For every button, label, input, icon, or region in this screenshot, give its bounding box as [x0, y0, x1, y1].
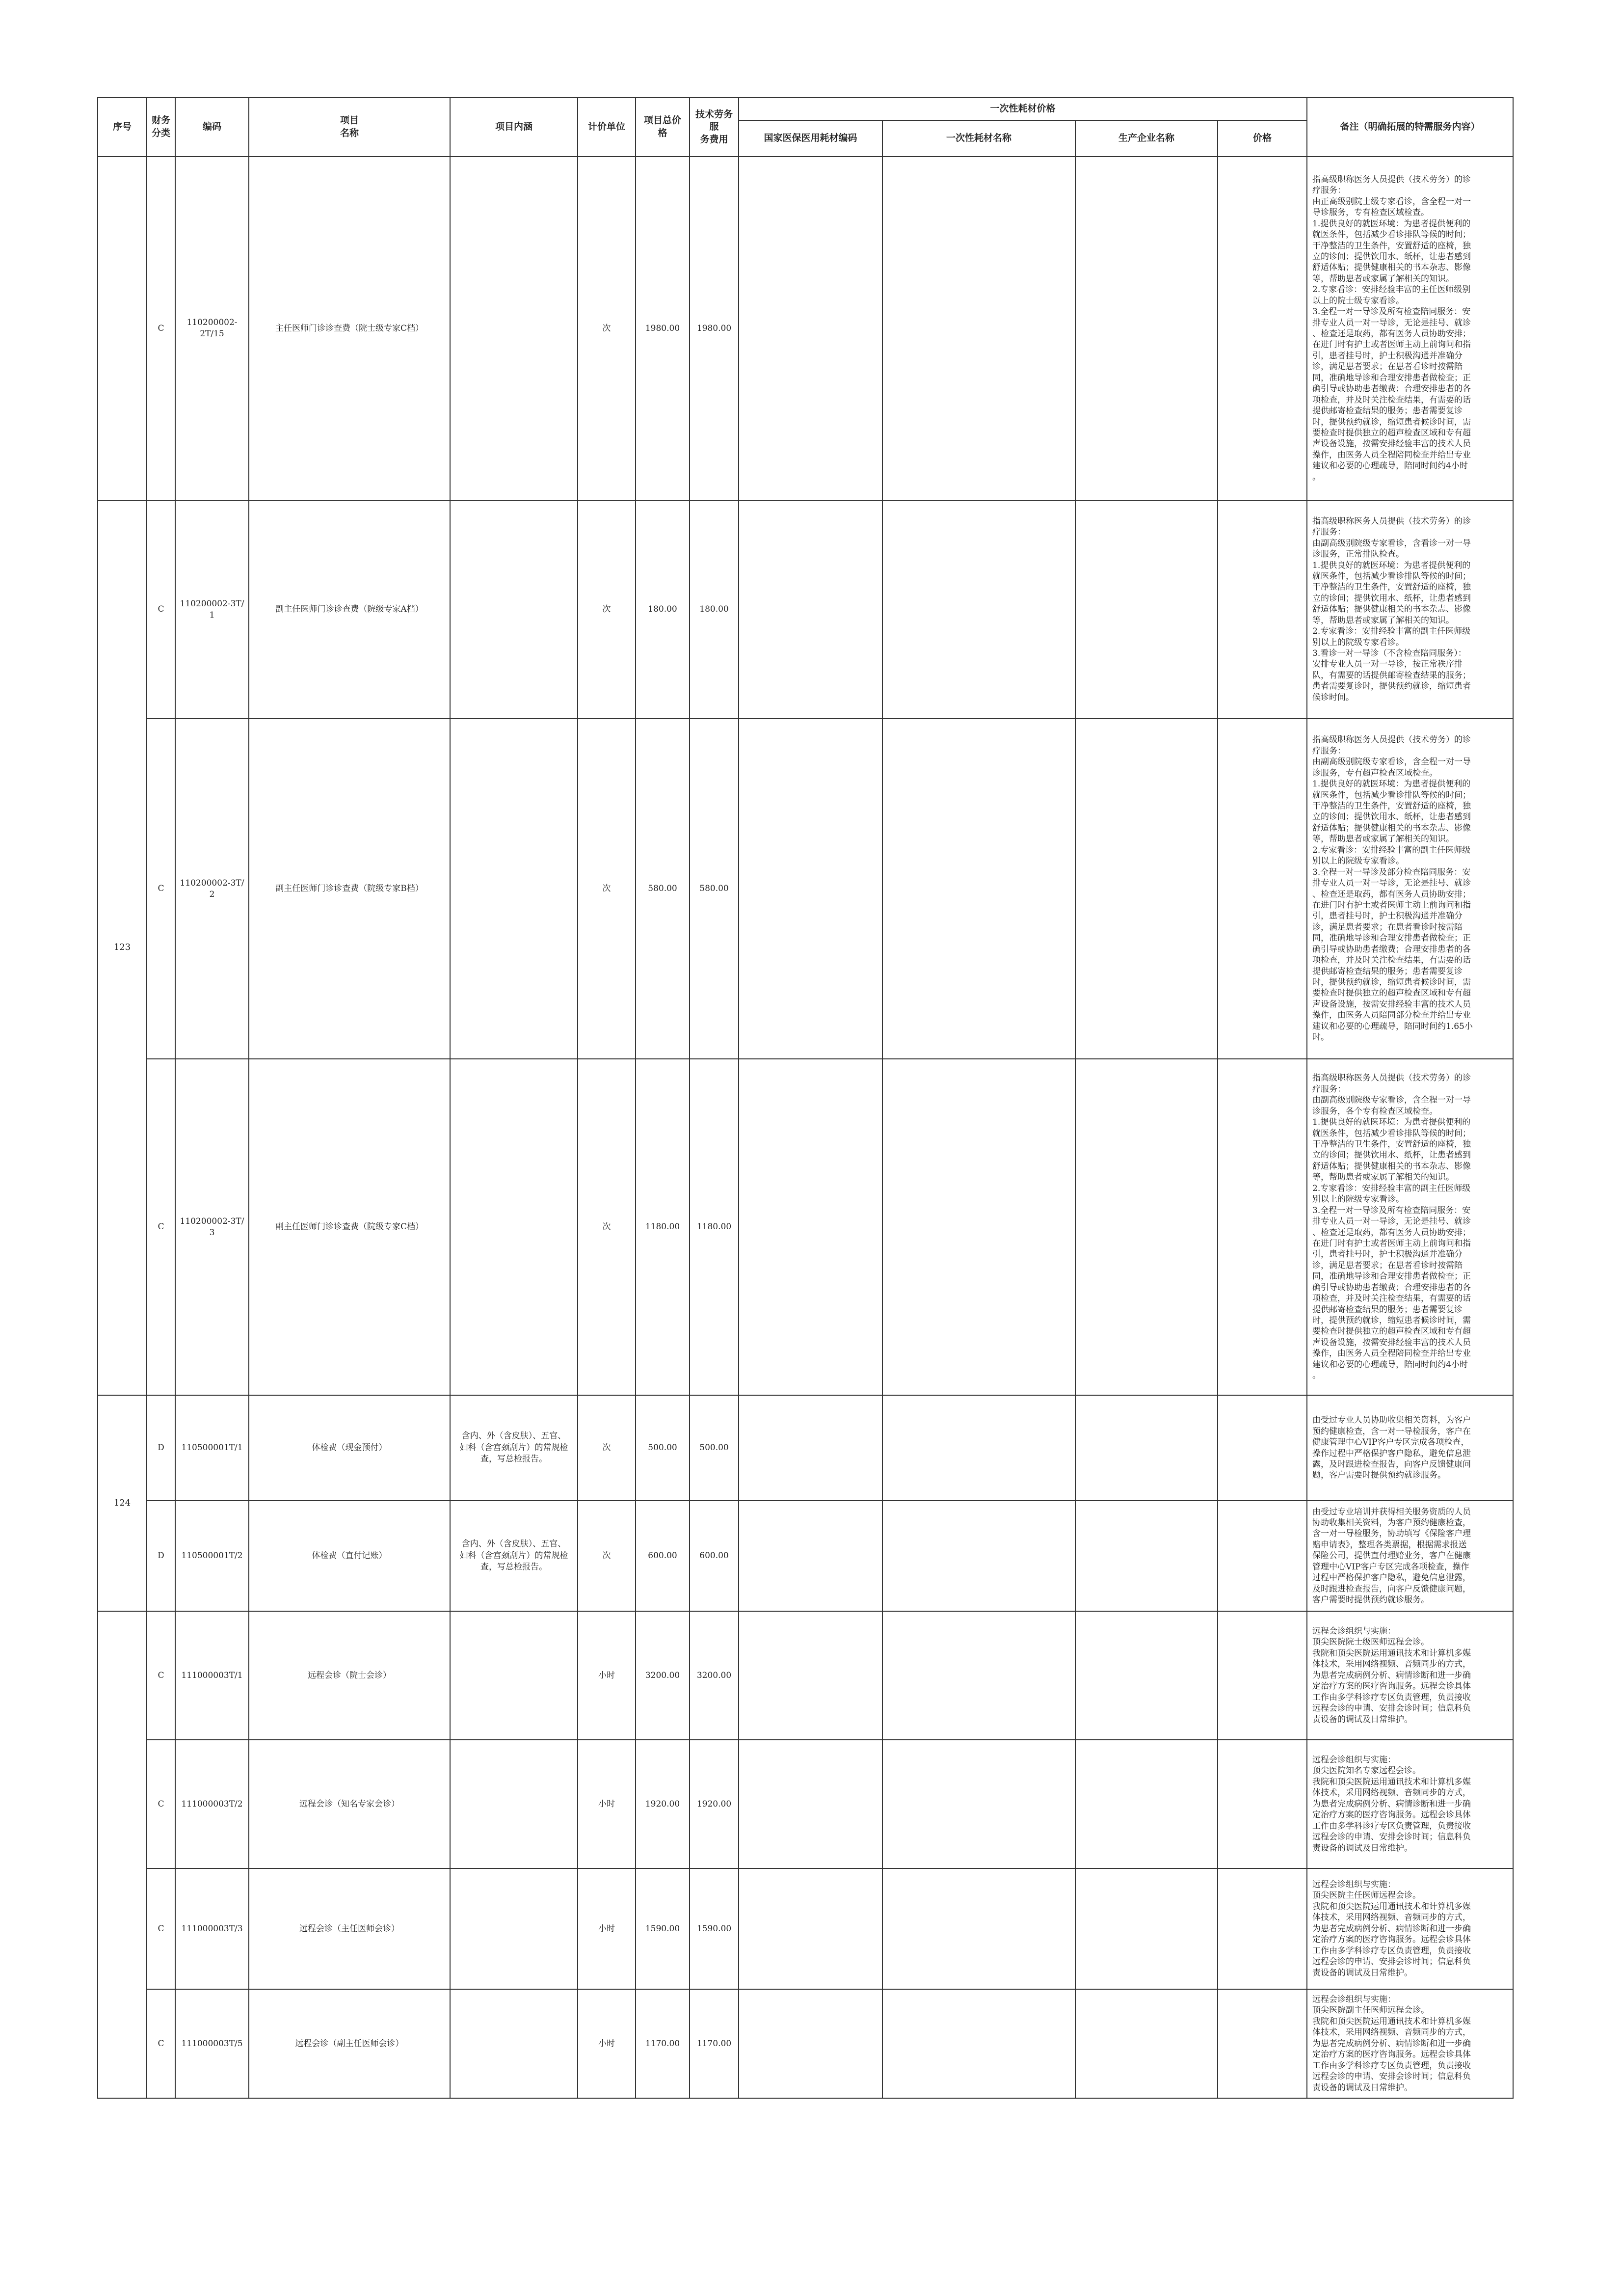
- consumable-price-cell: [1218, 1740, 1307, 1868]
- total-price-cell: 1980.00: [636, 157, 690, 500]
- consumable-price-cell: [1218, 1395, 1307, 1501]
- item-name-cell: 副主任医师门诊诊查费（院级专家A档）: [249, 500, 450, 719]
- unit-cell: 次: [578, 1501, 636, 1611]
- med-code-cell: [739, 1740, 882, 1868]
- med-code-cell: [739, 1989, 882, 2098]
- consumable-name-cell: [882, 719, 1075, 1059]
- header-total: 项目总价 格: [636, 98, 690, 157]
- consumable-price-cell: [1218, 1611, 1307, 1740]
- remark-cell: 指高级职称医务人员提供（技术劳务）的诊 疗服务： 由副高级别院级专家看诊，含全程一对一导 诊服务，专有超声检查区域检查。 1.提供良好的就医环境：为患者提供便利的 就医条件，包括减少看诊排队等候的时间； 干净整洁的卫生条件，安置舒适的座椅，独 立的诊间；提供饮用水、纸杯，让患者感到 舒适体贴；提供健康相关的书本杂志、影像 等，帮助患者或家属了解相关的知识。 2.专家看诊：安排经验丰富的副主任医师级 别以上的院级专家看诊。 3.全程一对一导诊及部分检查陪同服务：安 排专业人员一对一导诊，无论是挂号、就诊 、检查还是取药，都有医务人员协助安排； 在进门时有护士或者医师主动上前询问和指 引，患者挂号时，护士积极沟通并准确分 诊，满足患者要求；在患者看诊时按需陪 同，准确地导诊和合理安排患者做检查；正 确引导或协助患者缴费；合理安排患者的各 项检查，并及时关注检查结果，有需要的话 提供邮寄检查结果的服务；患者需要复诊 时，提供预约就诊，缩短患者候诊时间，需 要检查时提供独立的超声检查区域和专有超 声设备设施，按需安排经验丰富的技术人员 操作，由医务人员陪同部分检查并给出专业 建议和必要的心理疏导，陪同时间约1.65小 时。: [1307, 719, 1513, 1059]
- service-fee-cell: 1920.00: [690, 1740, 739, 1868]
- header-unit: 计价单位: [578, 98, 636, 157]
- fin-cat-cell: D: [147, 1395, 175, 1501]
- item-name-cell: 远程会诊（副主任医师会诊）: [249, 1989, 450, 2098]
- unit-cell: 次: [578, 719, 636, 1059]
- unit-cell: 小时: [578, 1611, 636, 1740]
- table-row: [98, 1501, 1513, 1611]
- code-cell: 110500001T/2: [175, 1501, 249, 1611]
- table-row: [98, 157, 1513, 500]
- seq-cell: 123: [98, 500, 147, 1395]
- code-cell: 111000003T/3: [175, 1868, 249, 1989]
- unit-cell: 次: [578, 1059, 636, 1395]
- header-item-name: 项目 名称: [249, 98, 450, 157]
- fin-cat-cell: C: [147, 1059, 175, 1395]
- service-fee-cell: 580.00: [690, 719, 739, 1059]
- fin-cat-cell: C: [147, 1989, 175, 2098]
- fin-cat-cell: C: [147, 1868, 175, 1989]
- item-name-cell: 体检费（现金预付）: [249, 1395, 450, 1501]
- maker-cell: [1075, 719, 1218, 1059]
- service-fee-cell: 600.00: [690, 1501, 739, 1611]
- header-code: 编码: [175, 98, 249, 157]
- consumable-name-cell: [882, 1059, 1075, 1395]
- item-name-cell: 副主任医师门诊诊查费（院级专家C档）: [249, 1059, 450, 1395]
- seq-cell: [98, 1611, 147, 2098]
- unit-cell: 次: [578, 157, 636, 500]
- content-cell: [450, 1611, 578, 1740]
- content-cell: [450, 719, 578, 1059]
- consumable-name-cell: [882, 1868, 1075, 1989]
- code-cell: 110200002-3T/3: [175, 1059, 249, 1395]
- code-cell: 111000003T/5: [175, 1989, 249, 2098]
- consumable-price-cell: [1218, 1989, 1307, 2098]
- fin-cat-cell: D: [147, 1501, 175, 1611]
- remark-cell: 远程会诊组织与实施： 顶尖医院主任医师远程会诊。 我院和顶尖医院运用通讯技术和计算机多媒 体技术，采用网络视频、音频同步的方式， 为患者完成病例分析、病情诊断和进一步确 定治疗方案的医疗咨询服务。远程会诊具体 工作由多学科诊疗专区负责管理，负责接收 远程会诊的申请、安排会诊时间；信息科负 责设备的调试及日常维护。: [1307, 1868, 1513, 1989]
- consumable-name-cell: [882, 1740, 1075, 1868]
- consumable-name-cell: [882, 500, 1075, 719]
- table-row: [98, 1059, 1513, 1395]
- consumable-price-cell: [1218, 157, 1307, 500]
- fin-cat-cell: C: [147, 719, 175, 1059]
- service-fee-cell: 1170.00: [690, 1989, 739, 2098]
- maker-cell: [1075, 1059, 1218, 1395]
- total-price-cell: 1170.00: [636, 1989, 690, 2098]
- remark-cell: 远程会诊组织与实施： 顶尖医院副主任医师远程会诊。 我院和顶尖医院运用通讯技术和计算机多媒 体技术，采用网络视频、音频同步的方式， 为患者完成病例分析、病情诊断和进一步确 定治疗方案的医疗咨询服务。远程会诊具体 工作由多学科诊疗专区负责管理，负责接收 远程会诊的申请、安排会诊时间；信息科负 责设备的调试及日常维护。: [1307, 1989, 1513, 2098]
- code-cell: 111000003T/1: [175, 1611, 249, 1740]
- med-code-cell: [739, 500, 882, 719]
- service-fee-cell: 3200.00: [690, 1611, 739, 1740]
- code-cell: 110200002-3T/2: [175, 719, 249, 1059]
- maker-cell: [1075, 500, 1218, 719]
- table-row: [98, 1395, 1513, 1501]
- service-fee-cell: 1980.00: [690, 157, 739, 500]
- content-cell: 含内、外（含皮肤）、五官、 妇科（含宫颈刮片）的常规检 查，写总检报告。: [450, 1501, 578, 1611]
- med-code-cell: [739, 1059, 882, 1395]
- remark-cell: 指高级职称医务人员提供（技术劳务）的诊 疗服务： 由副高级别院级专家看诊，含看诊一对一导 诊服务，正常排队检查。 1.提供良好的就医环境：为患者提供便利的 就医条件，包括减少看诊排队等候的时间； 干净整洁的卫生条件，安置舒适的座椅，独 立的诊间；提供饮用水、纸杯，让患者感到 舒适体贴；提供健康相关的书本杂志、影像 等，帮助患者或家属了解相关的知识。 2.专家看诊：安排经验丰富的副主任医师级 别以上的院级专家看诊。 3.看诊一对一导诊（不含检查陪同服务）： 安排专业人员一对一导诊，按正常秩序排 队，有需要的话提供邮寄检查结果的服务； 患者需要复诊时，提供预约就诊，缩短患者 候诊时间。: [1307, 500, 1513, 719]
- med-code-cell: [739, 1395, 882, 1501]
- seq-cell: [98, 157, 147, 500]
- content-cell: [450, 500, 578, 719]
- item-name-cell: 远程会诊（院士会诊）: [249, 1611, 450, 1740]
- maker-cell: [1075, 1989, 1218, 2098]
- med-code-cell: [739, 1501, 882, 1611]
- content-cell: [450, 1740, 578, 1868]
- total-price-cell: 580.00: [636, 719, 690, 1059]
- remark-cell: 由受过专业人员协助收集相关资料，为客户 预约健康检查，含一对一导检服务，客户在 健康管理中心VIP客户专区完成各项检查， 操作过程中严格保护客户隐私，避免信息泄 露，及时跟进检查报告，向客户反馈健康问 题，客户需要时提供预约就诊服务。: [1307, 1395, 1513, 1501]
- seq-cell: 124: [98, 1395, 147, 1611]
- unit-cell: 小时: [578, 1989, 636, 2098]
- consumable-name-cell: [882, 1611, 1075, 1740]
- header-maker: 生产企业名称: [1075, 120, 1218, 157]
- remark-cell: 由受过专业培训并获得相关服务资质的人员 协助收集相关资料，为客户预约健康检查， 含一对一导检服务，协助填写《保险客户理 赔申请表》，整理各类票据，根据需求报送 保险公司，提供直付理赔业务，客户在健康 管理中心VIP客户专区完成各项检查，操作 过程中严格保护客户隐私，避免信息泄露， 及时跟进检查报告，向客户反馈健康问题， 客户需要时提供预约就诊服务。: [1307, 1501, 1513, 1611]
- code-cell: 110200002- 2T/15: [175, 157, 249, 500]
- header-seq: 序号: [98, 98, 147, 157]
- header-service-fee: 技术劳务服 务费用: [690, 98, 739, 157]
- service-fee-cell: 1180.00: [690, 1059, 739, 1395]
- item-name-cell: 体检费（直付记账）: [249, 1501, 450, 1611]
- total-price-cell: 1590.00: [636, 1868, 690, 1989]
- consumable-name-cell: [882, 1501, 1075, 1611]
- table-row: [98, 1740, 1513, 1868]
- fin-cat-cell: C: [147, 157, 175, 500]
- med-code-cell: [739, 1868, 882, 1989]
- unit-cell: 小时: [578, 1868, 636, 1989]
- item-name-cell: 主任医师门诊诊查费（院士级专家C档）: [249, 157, 450, 500]
- item-name-cell: 远程会诊（主任医师会诊）: [249, 1868, 450, 1989]
- total-price-cell: 3200.00: [636, 1611, 690, 1740]
- table-row: [98, 1868, 1513, 1989]
- fin-cat-cell: C: [147, 1740, 175, 1868]
- maker-cell: [1075, 1395, 1218, 1501]
- remark-cell: 远程会诊组织与实施： 顶尖医院知名专家远程会诊。 我院和顶尖医院运用通讯技术和计算机多媒 体技术，采用网络视频、音频同步的方式， 为患者完成病例分析、病情诊断和进一步确 定治疗方案的医疗咨询服务。远程会诊具体 工作由多学科诊疗专区负责管理，负责接收 远程会诊的申请、安排会诊时间；信息科负 责设备的调试及日常维护。: [1307, 1740, 1513, 1868]
- consumable-name-cell: [882, 1989, 1075, 2098]
- content-cell: [450, 1868, 578, 1989]
- consumable-price-cell: [1218, 719, 1307, 1059]
- code-cell: 110200002-3T/1: [175, 500, 249, 719]
- content-cell: [450, 157, 578, 500]
- consumable-name-cell: [882, 157, 1075, 500]
- remark-cell: 指高级职称医务人员提供（技术劳务）的诊 疗服务： 由副高级别院级专家看诊，含全程一对一导 诊服务，各个专有检查区域检查。 1.提供良好的就医环境：为患者提供便利的 就医条件，包括减少看诊排队等候的时间； 干净整洁的卫生条件，安置舒适的座椅，独 立的诊间；提供饮用水、纸杯，让患者感到 舒适体贴；提供健康相关的书本杂志、影像 等，帮助患者或家属了解相关的知识。 2.专家看诊：安排经验丰富的副主任医师级 别以上的院级专家看诊。 3.全程一对一导诊及所有检查陪同服务：安 排专业人员一对一导诊，无论是挂号、就诊 、检查还是取药，都有医务人员协助安排； 在进门时有护士或者医师主动上前询问和指 引，患者挂号时，护士积极沟通并准确分 诊，满足患者要求；在患者看诊时按需陪 同，准确地导诊和合理安排患者做检查；正 确引导或协助患者缴费；合理安排患者的各 项检查，并及时关注检查结果，有需要的话 提供邮寄检查结果的服务；患者需要复诊 时，提供预约就诊，缩短患者候诊时间，需 要检查时提供独立的超声检查区域和专有超 声设备设施，按需安排经验丰富的技术人员 操作，由医务人员全程陪同检查并给出专业 建议和必要的心理疏导，陪同时间约4小时 。: [1307, 1059, 1513, 1395]
- code-cell: 111000003T/2: [175, 1740, 249, 1868]
- header-fin-cat: 财务 分类: [147, 98, 175, 157]
- table-row: [98, 500, 1513, 719]
- header-med-code: 国家医保医用耗材编码: [739, 120, 882, 157]
- content-cell: 含内、外（含皮肤）、五官、 妇科（含宫颈刮片）的常规检 查，写总检报告。: [450, 1395, 578, 1501]
- maker-cell: [1075, 1868, 1218, 1989]
- total-price-cell: 1920.00: [636, 1740, 690, 1868]
- table-row: [98, 1611, 1513, 1740]
- med-code-cell: [739, 719, 882, 1059]
- table-row: [98, 719, 1513, 1059]
- consumable-price-cell: [1218, 500, 1307, 719]
- fin-cat-cell: C: [147, 1611, 175, 1740]
- header-cons-name: 一次性耗材名称: [882, 120, 1075, 157]
- service-fee-cell: 1590.00: [690, 1868, 739, 1989]
- unit-cell: 小时: [578, 1740, 636, 1868]
- maker-cell: [1075, 1611, 1218, 1740]
- med-code-cell: [739, 1611, 882, 1740]
- unit-cell: 次: [578, 1395, 636, 1501]
- total-price-cell: 500.00: [636, 1395, 690, 1501]
- table-row: [98, 1989, 1513, 2098]
- item-name-cell: 副主任医师门诊诊查费（院级专家B档）: [249, 719, 450, 1059]
- total-price-cell: 600.00: [636, 1501, 690, 1611]
- consumable-price-cell: [1218, 1059, 1307, 1395]
- consumable-price-cell: [1218, 1868, 1307, 1989]
- maker-cell: [1075, 1740, 1218, 1868]
- total-price-cell: 1180.00: [636, 1059, 690, 1395]
- unit-cell: 次: [578, 500, 636, 719]
- consumable-price-cell: [1218, 1501, 1307, 1611]
- maker-cell: [1075, 1501, 1218, 1611]
- service-fee-cell: 180.00: [690, 500, 739, 719]
- header-consumable-group: 一次性耗材价格: [739, 98, 1307, 120]
- maker-cell: [1075, 157, 1218, 500]
- remark-cell: 指高级职称医务人员提供（技术劳务）的诊 疗服务： 由正高级别院士级专家看诊，含全程一对一 导诊服务，专有检查区域检查。 1.提供良好的就医环境：为患者提供便利的 就医条件，包括减少看诊排队等候的时间； 干净整洁的卫生条件，安置舒适的座椅，独 立的诊间；提供饮用水、纸杯，让患者感到 舒适体贴；提供健康相关的书本杂志、影像 等，帮助患者或家属了解相关的知识。 2.专家看诊：安排经验丰富的主任医师级别 以上的院士级专家看诊。 3.全程一对一导诊及所有检查陪同服务：安 排专业人员一对一导诊，无论是挂号、就诊 、检查还是取药，都有医务人员协助安排； 在进门时有护士或者医师主动上前询问和指 引，患者挂号时，护士积极沟通并准确分 诊，满足患者要求；在患者看诊时按需陪 同，准确地导诊和合理安排患者做检查；正 确引导或协助患者缴费；合理安排患者的各 项检查，并及时关注检查结果，有需要的话 提供邮寄检查结果的服务；患者需要复诊 时，提供预约就诊，缩短患者候诊时间，需 要检查时提供独立的超声检查区域和专有超 声设备设施，按需安排经验丰富的技术人员 操作，由医务人员全程陪同检查并给出专业 建议和必要的心理疏导，陪同时间约4小时 。: [1307, 157, 1513, 500]
- remark-cell: 远程会诊组织与实施： 顶尖医院院士级医师远程会诊。 我院和顶尖医院运用通讯技术和计算机多媒 体技术，采用网络视频、音频同步的方式， 为患者完成病例分析、病情诊断和进一步确 定治疗方案的医疗咨询服务。远程会诊具体 工作由多学科诊疗专区负责管理，负责接收 远程会诊的申请、安排会诊时间；信息科负 责设备的调试及日常维护。: [1307, 1611, 1513, 1740]
- header-remark: 备注（明确拓展的特需服务内容）: [1307, 98, 1513, 157]
- fin-cat-cell: C: [147, 500, 175, 719]
- service-fee-cell: 500.00: [690, 1395, 739, 1501]
- price-table: [97, 97, 1514, 2099]
- med-code-cell: [739, 157, 882, 500]
- header-content: 项目内涵: [450, 98, 578, 157]
- item-name-cell: 远程会诊（知名专家会诊）: [249, 1740, 450, 1868]
- consumable-name-cell: [882, 1395, 1075, 1501]
- content-cell: [450, 1059, 578, 1395]
- header-price: 价格: [1218, 120, 1307, 157]
- total-price-cell: 180.00: [636, 500, 690, 719]
- content-cell: [450, 1989, 578, 2098]
- table-body: [98, 157, 1513, 2098]
- code-cell: 110500001T/1: [175, 1395, 249, 1501]
